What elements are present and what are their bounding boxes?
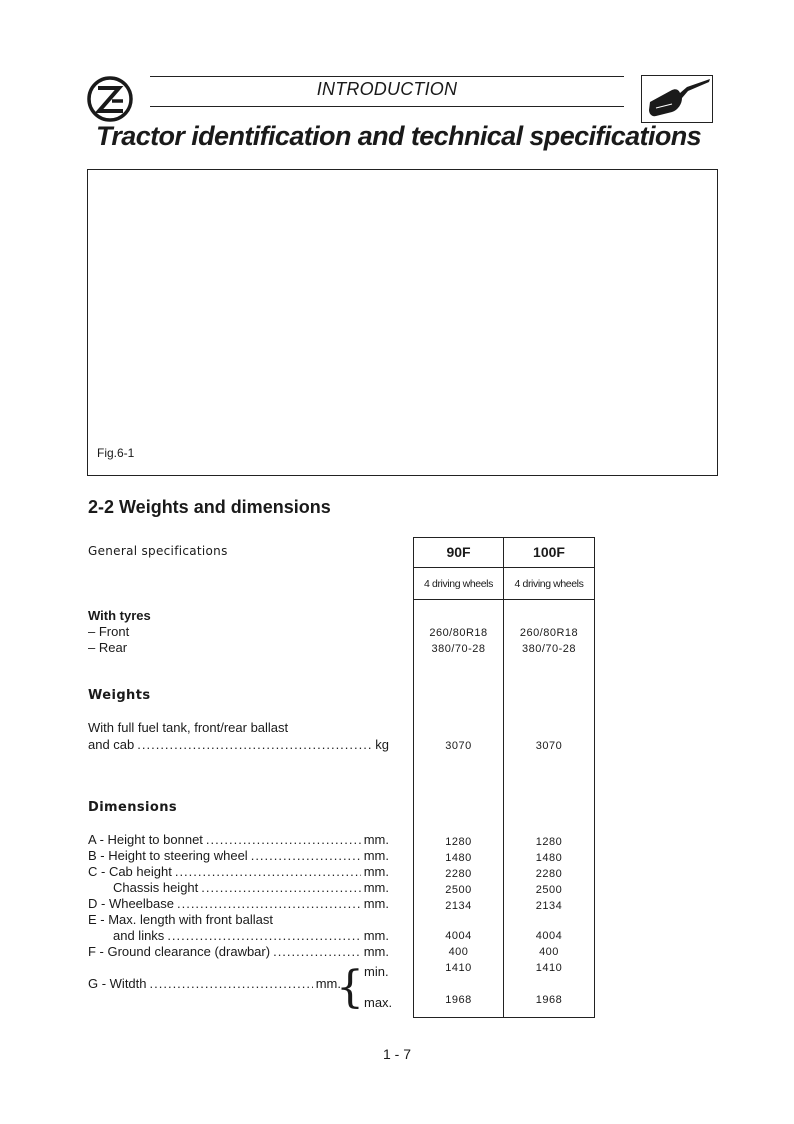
tyres-rear-90f: 380/70-28 — [431, 643, 486, 655]
dimension-row-b — [88, 848, 389, 863]
weights-heading: Weights — [88, 688, 151, 703]
dim-b-90f: 1480 — [445, 852, 472, 864]
dimension-row-e-label: E - Max. length with front ballast — [88, 912, 273, 927]
dimension-label: B - Height to steering wheel — [88, 848, 248, 863]
width-min-90f: 1410 — [445, 962, 472, 974]
dimension-row-f — [88, 944, 389, 959]
dimension-unit: mm. — [363, 928, 389, 943]
tyres-front-label: – Front — [88, 624, 130, 639]
width-min-label: min. — [364, 964, 389, 979]
dimension-row-a — [88, 832, 389, 847]
dimension-row-e-links — [113, 928, 389, 943]
width-max-100f: 1968 — [535, 994, 563, 1006]
header-rule-bottom — [150, 106, 624, 107]
table-header-divider — [413, 567, 595, 568]
tyres-front-100f: 260/80R18 — [519, 627, 579, 639]
dim-chassis-100f: 2500 — [535, 884, 563, 896]
dim-d-90f: 2134 — [445, 900, 472, 912]
weight-100f: 3070 — [535, 740, 563, 752]
dim-c-90f: 2280 — [445, 868, 472, 880]
dim-chassis-90f: 2500 — [445, 884, 472, 896]
tyres-heading: With tyres — [88, 608, 151, 623]
dimension-label: and links — [113, 928, 165, 943]
dimension-unit: mm. — [363, 848, 389, 863]
dim-e-90f: 4004 — [445, 930, 472, 942]
weight-90f: 3070 — [445, 740, 472, 752]
dim-f-100f: 400 — [539, 946, 559, 958]
column-drive-90f: 4 driving wheels — [424, 578, 493, 590]
table-subheader-divider — [413, 599, 595, 600]
column-drive-100f: 4 driving wheels — [514, 578, 584, 590]
dimension-row-c — [88, 864, 389, 879]
dimension-label: C - Cab height — [88, 864, 172, 879]
dimension-unit: mm. — [363, 944, 389, 959]
width-min-100f: 1410 — [535, 962, 563, 974]
dimension-row-d — [88, 896, 389, 911]
tyres-front-90f: 260/80R18 — [429, 627, 488, 639]
dimension-unit: mm. — [363, 832, 389, 847]
page-title: Tractor identification and technical specifications — [96, 121, 702, 151]
dim-e-100f: 4004 — [535, 930, 563, 942]
page-number: 1 - 7 — [382, 1046, 411, 1062]
weights-line2-label: and cab — [88, 737, 135, 752]
dimension-label: F - Ground clearance (drawbar) — [88, 944, 271, 959]
hand-pointing-icon — [641, 75, 713, 123]
dimension-row-chassis — [113, 880, 389, 895]
general-specifications-label: General specifications — [88, 544, 228, 558]
dim-c-100f: 2280 — [535, 868, 563, 880]
dimension-label: Chassis height — [113, 880, 199, 895]
width-max-90f: 1968 — [445, 994, 472, 1006]
dim-d-100f: 2134 — [535, 900, 563, 912]
dimension-label: D - Wheelbase — [88, 896, 174, 911]
dimension-label: A - Height to bonnet — [88, 832, 203, 847]
dim-f-90f: 400 — [448, 946, 469, 958]
dim-b-100f: 1480 — [535, 852, 563, 864]
width-max-label: max. — [364, 995, 393, 1010]
figure-caption: Fig.6-1 — [97, 446, 135, 460]
dimension-unit: mm. — [363, 864, 389, 879]
column-model-90f: 90F — [446, 544, 471, 560]
section-heading: 2-2 Weights and dimensions — [88, 497, 331, 517]
dimension-unit: mm. — [363, 880, 389, 895]
dimension-row-g — [88, 976, 341, 991]
weights-line1: With full fuel tank, front/rear ballast — [88, 720, 289, 735]
brace-symbol: { — [336, 962, 364, 1013]
circle-z-logo-icon — [86, 74, 136, 124]
dim-a-90f: 1280 — [445, 836, 472, 848]
dimension-label: G - Witdth — [88, 976, 147, 991]
section-label: INTRODUCTION — [316, 79, 458, 99]
tyres-rear-label: – Rear — [88, 640, 128, 655]
column-model-100f: 100F — [533, 544, 565, 560]
header-rule-top — [150, 76, 624, 77]
tyres-rear-100f: 380/70-28 — [521, 643, 577, 655]
weights-unit: kg — [375, 737, 389, 752]
dim-a-100f: 1280 — [535, 836, 563, 848]
dimension-unit: mm. — [315, 976, 341, 991]
figure-frame — [87, 169, 718, 476]
dimension-unit: mm. — [363, 896, 389, 911]
weights-row — [88, 737, 389, 752]
dimensions-heading: Dimensions — [88, 800, 177, 815]
